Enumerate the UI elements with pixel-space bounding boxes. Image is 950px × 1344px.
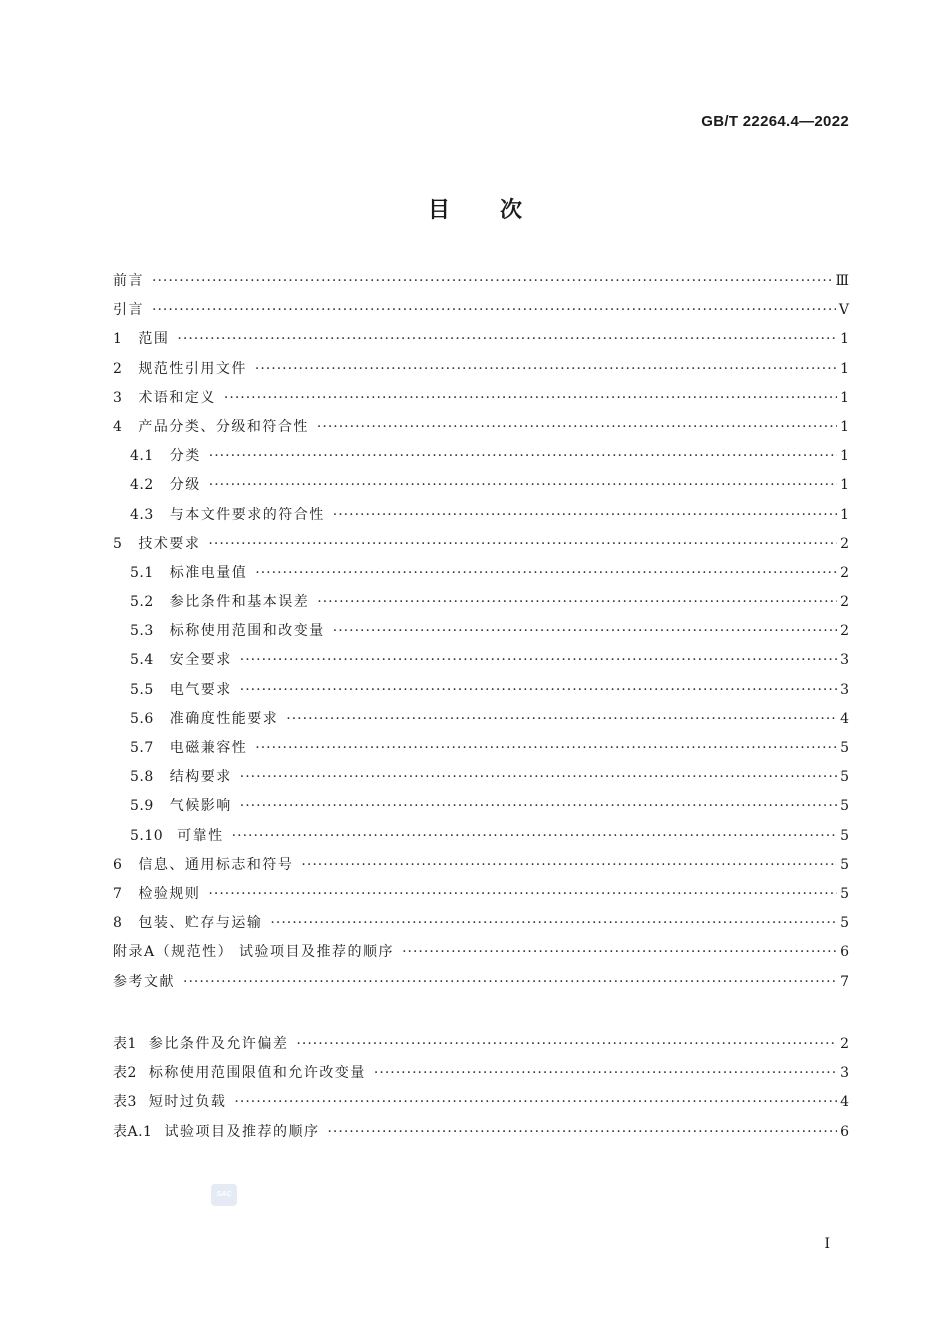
toc-entry-label: 试验项目及推荐的顺序 xyxy=(164,1123,320,1140)
toc-entry[interactable] xyxy=(113,620,849,649)
sac-logo: SAC xyxy=(211,1184,237,1206)
dot-leader xyxy=(240,798,837,814)
toc-entry-page: 6 xyxy=(840,1123,849,1140)
toc-entry-number: 表3 xyxy=(113,1094,137,1111)
toc-entry[interactable] xyxy=(113,679,849,708)
toc-entry-label: 产品分类、分级和符合性 xyxy=(138,418,309,435)
toc-entry-page: 5 xyxy=(840,915,849,932)
toc-entry-number: 7 xyxy=(113,885,123,902)
toc-entry-page: 2 xyxy=(840,623,849,640)
dot-leader xyxy=(240,652,837,668)
toc-entry-label: 前言 xyxy=(113,273,144,289)
toc-entry[interactable] xyxy=(113,270,849,299)
toc-entry[interactable] xyxy=(113,708,849,737)
dot-leader xyxy=(333,623,837,639)
toc-entry-number: 5.10 xyxy=(130,827,164,844)
toc-entry[interactable] xyxy=(113,737,849,766)
toc-entry-label: 标称使用范围和改变量 xyxy=(169,623,325,640)
toc-entry[interactable] xyxy=(113,358,849,387)
toc-entry-page: 4 xyxy=(840,1094,849,1111)
toc-entry-page: 2 xyxy=(840,594,849,611)
toc-entry-page: 1 xyxy=(840,418,849,435)
toc-entry-label: 参考文献 xyxy=(113,973,175,990)
toc-entry[interactable] xyxy=(113,912,849,941)
table-of-contents xyxy=(113,270,849,1000)
dot-leader xyxy=(224,390,837,406)
toc-entry-page: 1 xyxy=(840,331,849,348)
toc-entry-page: 3 xyxy=(840,681,849,698)
toc-entry-label: 结构要求 xyxy=(169,769,232,786)
dot-leader xyxy=(327,1124,837,1140)
page-number: Ⅰ xyxy=(824,1236,830,1252)
toc-entry-label: 附录A（规范性） 试验项目及推荐的顺序 xyxy=(113,944,395,961)
toc-entry[interactable] xyxy=(113,766,849,795)
toc-entry-page: 5 xyxy=(840,769,849,786)
dot-leader xyxy=(232,828,837,844)
dot-leader xyxy=(152,273,832,289)
toc-entry-page: 5 xyxy=(840,856,849,873)
toc-entry-number: 8 xyxy=(113,915,123,932)
toc-entry-page: 2 xyxy=(840,1036,849,1052)
toc-entry-label: 术语和定义 xyxy=(138,389,216,406)
toc-entry[interactable] xyxy=(113,649,849,678)
toc-entry-number: 表A.1 xyxy=(113,1123,153,1140)
toc-entry-label: 标称使用范围限值和允许改变量 xyxy=(148,1065,366,1082)
toc-entry-label: 信息、通用标志和符号 xyxy=(138,856,294,873)
toc-entry-number: 5.6 xyxy=(130,710,154,727)
toc-entry-page: 3 xyxy=(840,1065,849,1082)
dot-leader xyxy=(208,886,837,902)
toc-entry-page: 1 xyxy=(840,360,849,377)
toc-entry-page: 4 xyxy=(840,710,849,727)
toc-entry-label: 气候影响 xyxy=(169,798,232,815)
toc-entry[interactable] xyxy=(113,1033,849,1062)
toc-entry[interactable] xyxy=(113,883,849,912)
toc-entry-label: 分类 xyxy=(169,448,201,465)
toc-entry-number: 5.4 xyxy=(130,652,154,669)
dot-leader xyxy=(177,331,837,347)
toc-entry-label: 分级 xyxy=(169,477,201,494)
toc-entry-number: 5.7 xyxy=(130,740,154,756)
toc-entry-page: 5 xyxy=(840,827,849,844)
toc-entry[interactable] xyxy=(113,562,849,591)
title-char-2: 次 xyxy=(500,198,523,223)
toc-entry-number: 表2 xyxy=(113,1065,137,1082)
toc-entry-number: 5.1 xyxy=(130,564,154,581)
toc-entry-number: 5.5 xyxy=(130,681,154,698)
toc-entry-label: 参比条件及允许偏差 xyxy=(148,1036,289,1052)
toc-entry-number: 4.3 xyxy=(130,506,154,523)
dot-leader xyxy=(296,1036,837,1052)
toc-entry-number: 5.2 xyxy=(130,594,154,611)
toc-entry-label: 引言 xyxy=(113,302,144,319)
dot-leader xyxy=(209,477,837,493)
toc-entry-label: 技术要求 xyxy=(138,535,201,552)
toc-entry-label: 电气要求 xyxy=(169,681,232,698)
toc-entry-number: 表1 xyxy=(113,1036,137,1052)
toc-entry-number: 4 xyxy=(113,418,123,435)
dot-leader xyxy=(317,419,837,435)
toc-entry-label: 可靠性 xyxy=(177,827,224,844)
dot-leader xyxy=(286,711,837,727)
toc-entry-page: Ⅴ xyxy=(838,302,849,319)
toc-entry[interactable] xyxy=(113,416,849,445)
toc-entry-page: 2 xyxy=(840,564,849,581)
toc-entry-number: 5 xyxy=(113,535,123,552)
toc-entry-page: 1 xyxy=(840,477,849,494)
toc-entry-label: 范围 xyxy=(138,331,170,348)
toc-entry-page: 3 xyxy=(840,652,849,669)
toc-entry[interactable] xyxy=(113,387,849,416)
toc-entry[interactable] xyxy=(113,474,849,503)
toc-entry-page: 2 xyxy=(840,535,849,552)
toc-entry-label: 包装、贮存与运输 xyxy=(138,915,263,932)
dot-leader xyxy=(255,565,837,581)
dot-leader xyxy=(152,302,836,318)
toc-entry-label: 安全要求 xyxy=(169,652,232,669)
toc-entry-page: 1 xyxy=(840,506,849,523)
toc-entry-page: 5 xyxy=(840,885,849,902)
toc-entry-page: Ⅲ xyxy=(835,273,849,289)
toc-entry[interactable] xyxy=(113,825,849,854)
dot-leader xyxy=(208,536,837,552)
toc-entry[interactable] xyxy=(113,854,849,883)
toc-entry-page: 6 xyxy=(840,944,849,961)
toc-entry-number: 2 xyxy=(113,360,123,377)
dot-leader xyxy=(183,974,837,990)
toc-entry-page: 5 xyxy=(840,740,849,756)
dot-leader xyxy=(317,594,837,610)
dot-leader xyxy=(209,448,837,464)
dot-leader xyxy=(301,857,837,873)
dot-leader xyxy=(255,740,837,756)
toc-entry-number: 1 xyxy=(113,331,123,348)
toc-entry-page: 7 xyxy=(840,973,849,990)
toc-entry-number: 6 xyxy=(113,856,123,873)
toc-entry-label: 参比条件和基本误差 xyxy=(169,594,310,611)
dot-leader xyxy=(333,507,837,523)
toc-entry[interactable] xyxy=(113,1062,849,1091)
toc-entry[interactable] xyxy=(113,591,849,620)
toc-entry[interactable] xyxy=(113,971,849,1000)
toc-entry-label: 与本文件要求的符合性 xyxy=(169,506,325,523)
toc-entry-label: 短时过负载 xyxy=(148,1094,227,1111)
dot-leader xyxy=(240,682,837,698)
title-char-1: 目 xyxy=(427,198,450,223)
toc-entry-label: 电磁兼容性 xyxy=(169,740,248,756)
toc-entry[interactable] xyxy=(113,328,849,357)
toc-entry-number: 5.8 xyxy=(130,769,154,786)
toc-entry-label: 准确度性能要求 xyxy=(169,710,279,727)
toc-entry[interactable] xyxy=(113,795,849,824)
dot-leader xyxy=(234,1094,837,1110)
dot-leader xyxy=(270,915,837,931)
toc-entry[interactable] xyxy=(113,1091,849,1120)
dot-leader xyxy=(402,944,837,960)
toc-entry-label: 规范性引用文件 xyxy=(138,360,247,377)
toc-entry[interactable] xyxy=(113,504,849,533)
toc-entry-number: 5.9 xyxy=(130,798,154,815)
dot-leader xyxy=(374,1065,837,1081)
toc-entry-page: 1 xyxy=(840,389,849,406)
toc-entry-label: 标准电量值 xyxy=(169,564,248,581)
page-title xyxy=(0,193,950,224)
toc-entry[interactable] xyxy=(113,1121,849,1150)
toc-entry[interactable] xyxy=(113,941,849,970)
toc-entry-page: 1 xyxy=(840,448,849,465)
toc-entry-number: 4.2 xyxy=(130,477,154,494)
list-of-tables xyxy=(113,1033,849,1150)
toc-entry-number: 4.1 xyxy=(130,448,154,465)
toc-entry[interactable] xyxy=(113,299,849,328)
toc-entry-label: 检验规则 xyxy=(138,885,201,902)
toc-entry[interactable] xyxy=(113,445,849,474)
toc-entry[interactable] xyxy=(113,533,849,562)
dot-leader xyxy=(240,769,837,785)
dot-leader xyxy=(255,361,837,377)
toc-entry-page: 5 xyxy=(840,798,849,815)
standard-number: GB/T 22264.4—2022 xyxy=(701,113,849,130)
toc-entry-number: 3 xyxy=(113,389,123,406)
toc-entry-number: 5.3 xyxy=(130,623,154,640)
